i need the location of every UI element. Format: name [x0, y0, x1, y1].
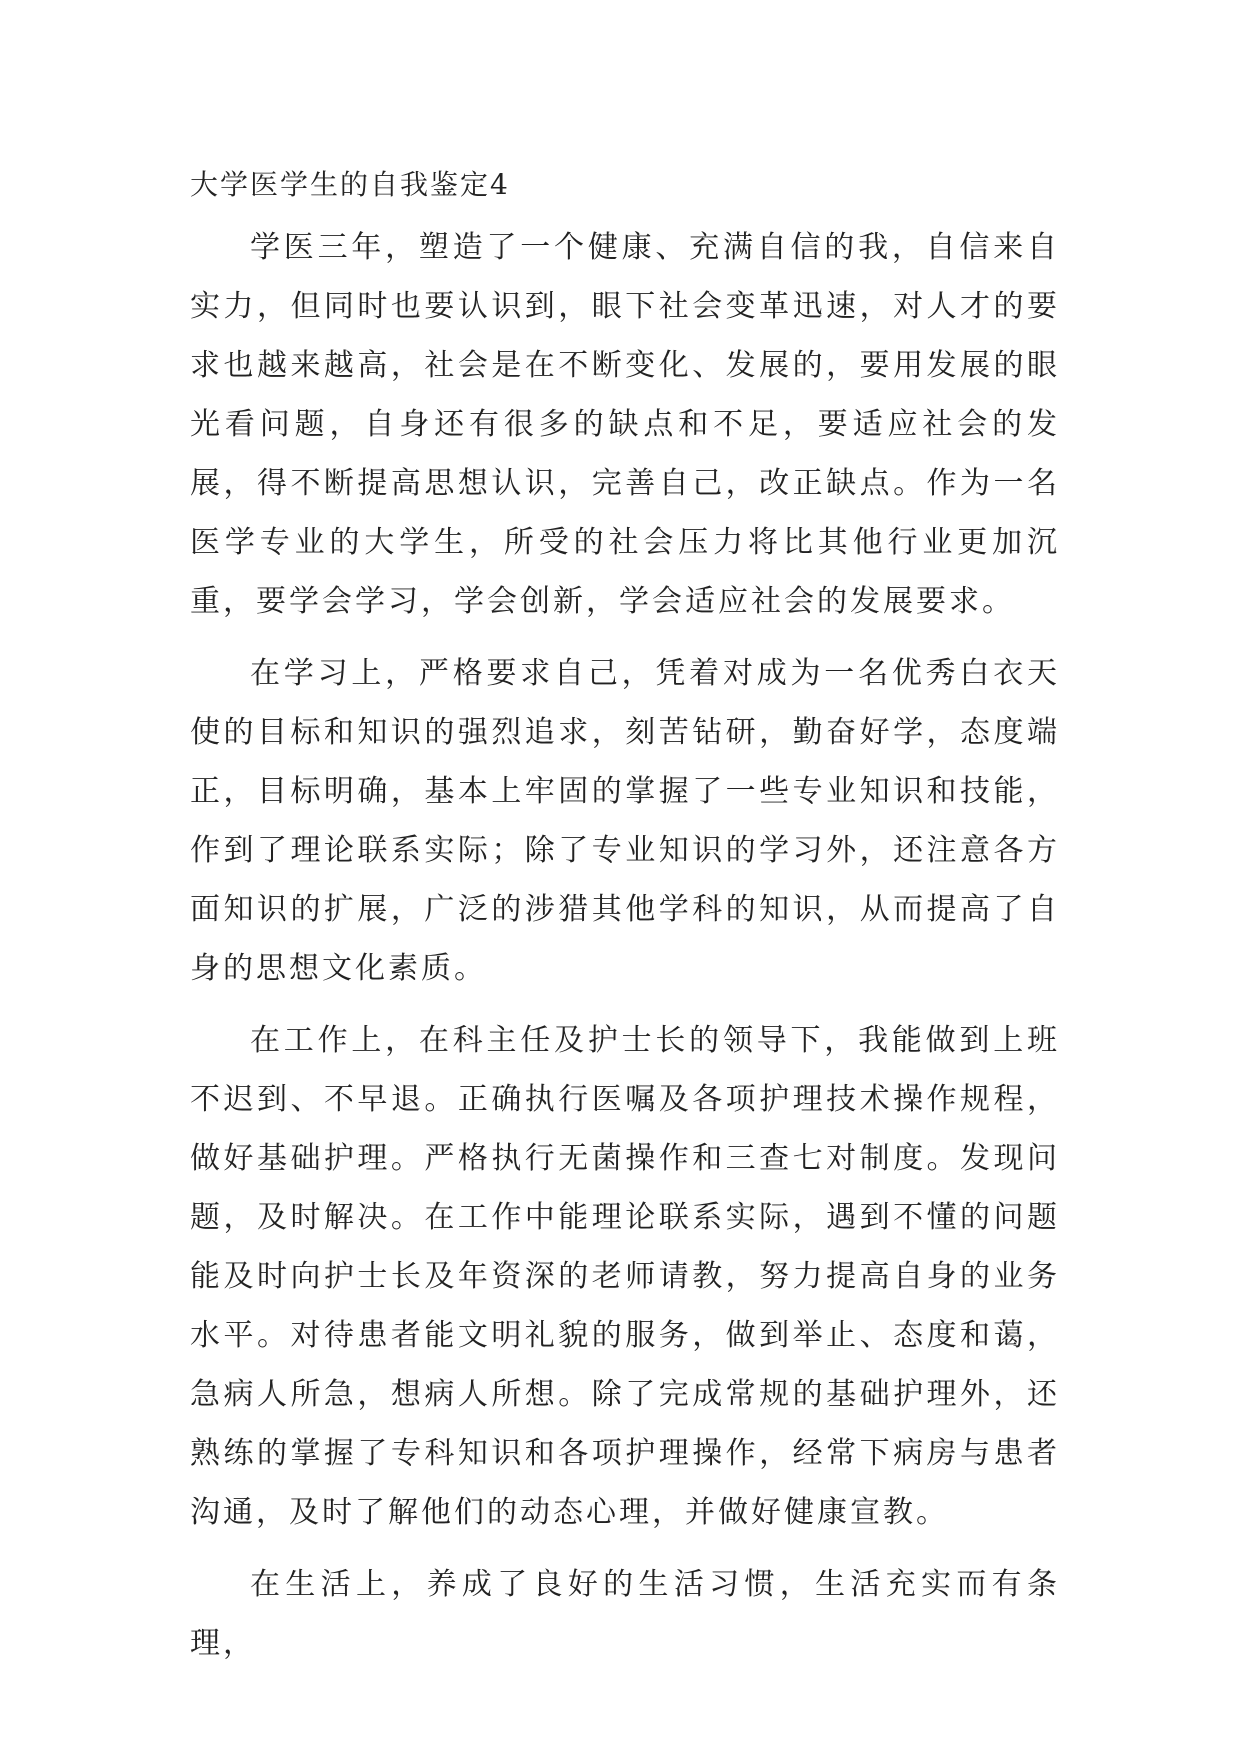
- paragraph-life: 在生活上，养成了良好的生活习惯，生活充实而有条理，: [190, 1567, 1060, 1661]
- paragraph-study-overview: 学医三年，塑造了一个健康、充满自信的我，自信来自实力，但同时也要认识到，眼下社会变革迅速，对人才的要求也越来越高，社会是在不断变化、发展的，要用发展的眼光看问题，自身还有很多的缺点和不足，要适应社会的发展，得不断提高思想认识，完善自己，改正缺点。作为一名医学专业的大学生，所受的社会压力将比其他行业更加沉重，要学会学习，学会创新，学会适应社会的发展要求。: [190, 230, 1060, 619]
- document-title: 大学医学生的自我鉴定4: [190, 168, 510, 201]
- paragraph-work: 在工作上，在科主任及护士长的领导下，我能做到上班不迟到、不早退。正确执行医嘱及各项护理技术操作规程，做好基础护理。严格执行无菌操作和三查七对制度。发现问题，及时解决。在工作中能理论联系实际，遇到不懂的问题能及时向护士长及年资深的老师请教，努力提高自身的业务水平。对待患者能文明礼貌的服务，做到举止、态度和蔼，急病人所急，想病人所想。除了完成常规的基础护理外，还熟练的掌握了专科知识和各项护理操作，经常下病房与患者沟通，及时了解他们的动态心理，并做好健康宣教。: [190, 1023, 1060, 1530]
- paragraph-learning: 在学习上，严格要求自己，凭着对成为一名优秀白衣天使的目标和知识的强烈追求，刻苦钻研，勤奋好学，态度端正，目标明确，基本上牢固的掌握了一些专业知识和技能，作到了理论联系实际；除了专业知识的学习外，还注意各方面知识的扩展，广泛的涉猎其他学科的知识，从而提高了自身的思想文化素质。: [190, 656, 1060, 986]
- document-page: [190, 165, 1060, 1673]
